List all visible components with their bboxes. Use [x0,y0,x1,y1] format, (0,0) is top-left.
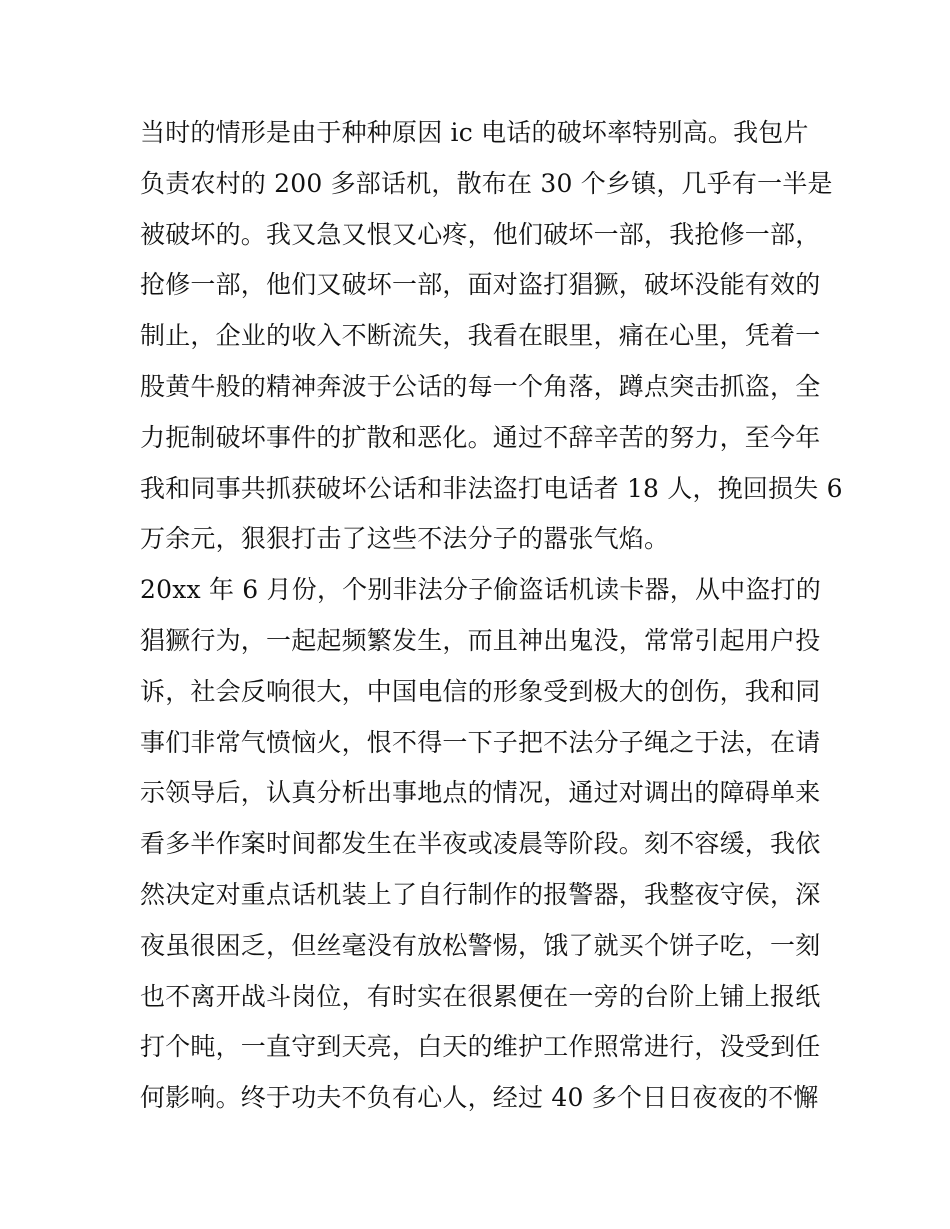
text-line: 夜虽很困乏，但丝毫没有放松警惕，饿了就买个饼子吃，一刻 [140,930,821,960]
text-line: 打个盹，一直守到天亮，白天的维护工作照常进行，没受到任 [140,1032,821,1062]
text-line: 示领导后，认真分析出事地点的情况，通过对调出的障碍单来 [140,778,821,808]
text-line: 也不离开战斗岗位，有时实在很累便在一旁的台阶上铺上报纸 [140,981,821,1011]
text-line: 看多半作案时间都发生在半夜或凌晨等阶段。刻不容缓，我依 [140,829,821,859]
text-line: 事们非常气愤恼火，恨不得一下子把不法分子绳之于法，在请 [140,727,821,757]
text-line: 我和同事共抓获破坏公话和非法盗打电话者 18 人，挽回损失 6 [140,473,843,503]
text-line: 当时的情形是由于种种原因 ic 电话的破坏率特别高。我包片 [140,118,809,147]
body-text [140,108,843,1124]
text-line: 负责农村的 200 多部话机，散布在 30 个乡镇，几乎有一半是 [140,168,833,198]
text-line: 猖獗行为，一起起频繁发生，而且神出鬼没，常常引起用户投 [140,625,821,655]
text-line: 制止，企业的收入不断流失，我看在眼里，痛在心里，凭着一 [140,321,821,351]
text-line: 然决定对重点话机装上了自行制作的报警器，我整夜守侯，深 [140,879,821,909]
text-line: 何影响。终于功夫不负有心人，经过 40 多个日日夜夜的不懈 [140,1083,819,1113]
text-line: 诉，社会反响很大，中国电信的形象受到极大的创伤，我和同 [140,676,821,706]
text-line: 万余元，狠狠打击了这些不法分子的嚣张气焰。 [140,524,670,554]
text-line: 抢修一部，他们又破坏一部，面对盗打猖獗，破坏没能有效的 [140,270,821,300]
text-line: 股黄牛般的精神奔波于公话的每一个角落，蹲点突击抓盗，全 [140,371,821,401]
text-line: 被破坏的。我又急又恨又心疼，他们破坏一部，我抢修一部， [140,219,821,249]
text-line: 20xx 年 6 月份，个别非法分子偷盗话机读卡器，从中盗打的 [140,575,821,605]
text-line: 力扼制破坏事件的扩散和恶化。通过不辞辛苦的努力，至今年 [140,422,821,452]
